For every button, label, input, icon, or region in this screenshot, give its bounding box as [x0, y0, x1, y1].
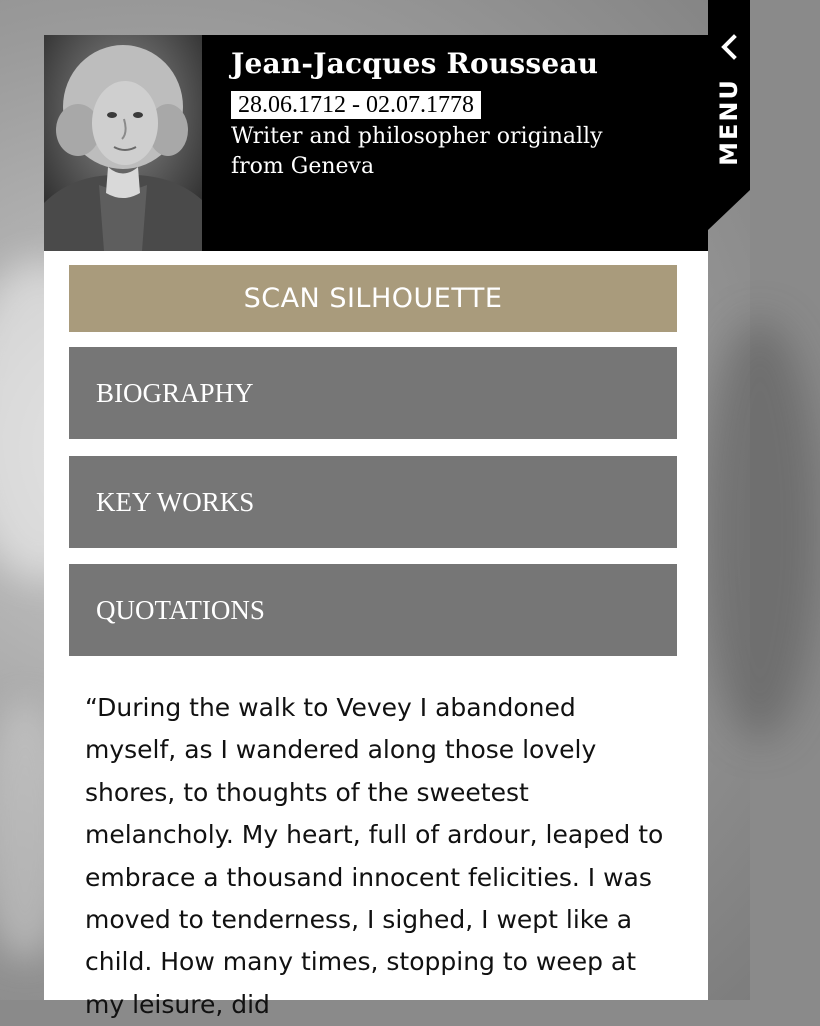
- menu-label: MENU: [715, 78, 743, 166]
- nav-item-label: BIOGRAPHY: [96, 377, 254, 408]
- nav-item-label: QUOTATIONS: [96, 594, 265, 625]
- person-name: Jean-Jacques Rousseau: [231, 47, 599, 80]
- scan-silhouette-button[interactable]: SCAN SILHOUETTE: [69, 265, 677, 332]
- nav-item-label: KEY WORKS: [96, 486, 255, 517]
- nav-item-biography[interactable]: [69, 347, 677, 439]
- menu-button[interactable]: [708, 0, 750, 190]
- quotation-text: “During the walk to Vevey I abandoned myself, as I wandered along those lovely shores, to thoughts of the sweetest melancholy. My heart, full of ardour, leaped to embrace a thousand innocent felicities. I was moved to tenderness, I sighed, I wept like a child. How many times, stopping to weep at my leisure, did: [85, 693, 664, 1019]
- chevron-left-icon: [718, 34, 740, 60]
- nav-item-quotations[interactable]: [69, 564, 677, 656]
- person-description: Writer and philosopher originally from Geneva: [231, 124, 603, 179]
- life-dates: 28.06.1712 - 02.07.1778: [231, 91, 481, 119]
- portrait-image: [44, 35, 202, 251]
- profile-header: [44, 35, 708, 251]
- content-panel: [44, 35, 708, 1019]
- nav-item-key-works[interactable]: [69, 456, 677, 548]
- menu-tab-edge: [708, 190, 750, 230]
